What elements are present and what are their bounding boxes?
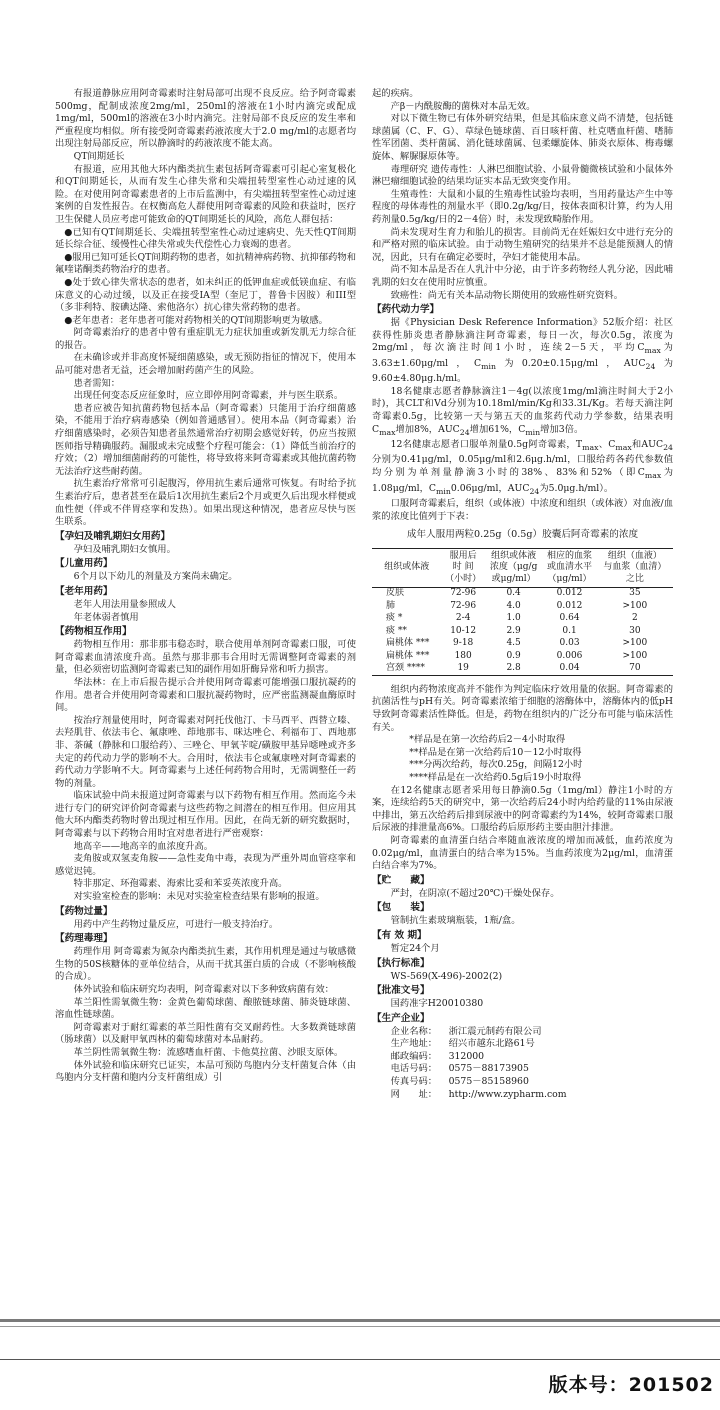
paragraph: 对以下微生物已有体外研究结果，但是其临床意义尚不清楚，包括链球菌属（C、F、G）、草绿色链球菌、百日咳杆菌、杜克嗜血杆菌、嗜肺性军团菌、类杆菌属、消化链球菌属、包柔螺旋体、肺炎衣原体、梅毒螺旋体、解脲脲原体等。 <box>372 113 673 162</box>
table-header-cell: 组织（血液） 与血浆（血清） 之比 <box>603 550 667 584</box>
section-heading-validity: 【有 效 期】 <box>372 929 427 941</box>
enterprise-value: 312000 <box>448 1050 485 1062</box>
paragraph: 用药中产生药物过量反应，可进行一般支持治疗。 <box>73 918 279 930</box>
table-cell: 皮肤 <box>386 588 405 599</box>
paragraph-pk3: 12名健康志愿者口服单剂量0.5g阿奇霉素，$T_{max}$、$C_{max}$和$AUC_{24}$分别为0.41μg/ml，0.05μg/ml和2.6μg.h/ml，口服给药各药代参数值均分别为单剂量静滴3小时的38%、83%和52%（即$C_{max}$为1.08μg/ml，$C_{min}0.06\mu g/ml$，$AUC_{24}$为5.0μg.h/ml）。 <box>372 439 673 496</box>
enterprise-row <box>372 1076 673 1089</box>
paragraph: 国药准字H20010380 <box>390 998 484 1010</box>
paragraph: 出现任何变态反应征象时，应立即停用阿奇霉素，并与医生联系。 <box>73 390 344 402</box>
table-cell: 9-18 <box>453 638 474 649</box>
table-cell: 0.006 <box>556 650 583 661</box>
table-cell: 72-96 <box>450 588 477 599</box>
table-cell: 宫颈 **** <box>386 662 425 673</box>
paragraph: 阿奇霉素治疗的患者中曾有重症肌无力症状加重或新发肌无力综合征的报告。 <box>55 327 356 351</box>
table-cell: 扁桃体 *** <box>386 650 430 661</box>
table-row <box>372 587 673 600</box>
table-row <box>372 662 673 675</box>
paragraph: 地高辛——地高辛的血浓度升高。 <box>73 840 214 852</box>
section-heading-interactions: 【药物相互作用】 <box>55 626 132 638</box>
enterprise-row <box>372 1063 673 1076</box>
table-cell: 痰 ** <box>386 625 407 636</box>
paragraph: 临床试验中尚未报道过阿奇霉素与以下药物有相互作用。然而迄今未进行专门的研究评价阿奇霉素与这些药物之间潜在的相互作用。但应用其他大环内酯类药物时曾出现过相互作用。因此，在尚无新的研究数据时，阿奇霉素与以下药物合用时宜对患者进行严密观察： <box>55 790 356 840</box>
table-cell: >100 <box>622 650 648 661</box>
section-heading-storage: 【贮 藏】 <box>372 874 430 886</box>
paragraph: 起的疾病。 <box>372 88 419 99</box>
section-heading-pharmacology: 【药理毒理】 <box>55 933 113 945</box>
paragraph: 毒理研究 遗传毒性：人淋巴细胞试验、小鼠骨髓微核试验和小鼠体外淋巴瘤细胞试验的结果均证实本品无致突变作用。 <box>372 163 673 188</box>
section-heading-approval: 【批准文号】 <box>372 985 430 997</box>
section-heading-elderly: 【老年用药】 <box>55 585 113 597</box>
table-cell: 0.1 <box>562 625 577 636</box>
subheading-qt: QT间期延长 <box>73 150 125 162</box>
table-cell: 0.04 <box>559 662 580 673</box>
enterprise-label: 生产地址： <box>390 1038 438 1050</box>
table-cell: 4.5 <box>506 638 521 649</box>
paragraph: 体外试验和临床研究均表明，阿奇霉素对以下多种致病菌有效： <box>73 984 334 995</box>
footer-divider <box>0 1359 720 1360</box>
table-cell: >100 <box>622 600 648 611</box>
paragraph: 管制抗生素玻璃瓶装，1瓶/盒。 <box>390 915 521 927</box>
paragraph: 药物相互作用：那非那韦稳态时，联合使用单剂阿奇霉素口服，可使阿奇霉素血清浓度升高。虽然与那非那韦合用时无需调整阿奇霉素的剂量，但必须密切监测阿奇霉素已知的副作用如肝酶异常和听力损害。 <box>55 639 356 676</box>
enterprise-label: 电话号码： <box>390 1063 438 1075</box>
package-insert <box>55 88 673 1310</box>
subheading-notice: 患者需知： <box>73 377 121 389</box>
paragraph: 产β－内酰胺酶的菌株对本品无效。 <box>390 100 536 112</box>
enterprise-label: 传真号码： <box>390 1076 438 1088</box>
table-cell: 19 <box>457 662 469 673</box>
table-cell: 2 <box>632 613 638 624</box>
table-cell: 2-4 <box>455 613 471 624</box>
table-cell: 1.0 <box>506 613 521 624</box>
paragraph-pk1: 据《Physician Desk Reference Information》52版介绍：社区获得性肺炎患者静脉滴注阿奇霉素，每日一次，每次0.5g，浓度为2mg/ml，每次滴注时间1小时，连续2－5天，平均$C_{max}$为3.63±1.60μg/ml，$C_{min}$为0.20±0.15μg/ml，$AUC_{24}$为9.60±4.80μg.h/ml。 <box>372 317 673 385</box>
table-cell: 0.012 <box>556 588 583 599</box>
footnote: ****样品是在一次给药0.5g后19小时取得 <box>409 771 582 783</box>
footnote: **样品是在第一次给药后10－12小时取得 <box>409 746 582 758</box>
right-column <box>372 88 673 1310</box>
table-cell: 0.012 <box>556 600 583 611</box>
paragraph: 在未确诊或并非高度怀疑细菌感染，或无预防指征的情况下，使用本品可能对患者无益，还会增加耐药菌产生的风险。 <box>55 352 356 377</box>
table-cell: 2.8 <box>506 662 521 673</box>
table-cell: 4.0 <box>506 600 521 611</box>
paragraph: 口服阿奇霉素后，组织（或体液）中浓度和组织（或体液）对血液/血浆的浓度比值列于下表： <box>372 497 673 522</box>
paragraph: 华法林：在上市后报告提示合并使用阿奇霉素可能增强口服抗凝药的作用。患者合并使用阿奇霉素和口服抗凝药物时，应严密监测凝血酶原时间。 <box>55 676 356 714</box>
table-row <box>372 600 673 612</box>
left-column <box>55 88 356 1310</box>
bullet-item: ●服用已知可延长QT间期药物的患者，如抗精神病药物、抗抑郁药物和氟喹诺酮类药物治疗的患者。 <box>55 251 356 276</box>
paragraph: 阿奇霉素对于耐红霉素的革兰阳性菌有交叉耐药性。大多数粪链球菌（肠球菌）以及耐甲氧西林的葡萄球菌对本品耐药。 <box>55 1021 356 1046</box>
enterprise-row <box>372 1089 673 1102</box>
paragraph: 有报道静脉应用阿奇霉素时注射局部可出现不良反应。给予阿奇霉素500mg，配制成浓度2mg/ml，250ml的溶液在1小时内滴完或配成1mg/ml，500ml的溶液在3小时内滴完。注射局部不良反应的发生率和严重程度均相似。所有接受阿奇霉素药液浓度大于2.0 mg/ml的志愿者均出现注射局部反应，所以静滴时的药液浓度不能太高。 <box>55 88 356 150</box>
table-cell: 10-12 <box>450 625 477 636</box>
table-row <box>372 625 673 637</box>
paragraph: 麦角胺或双氢麦角胺——急性麦角中毒，表现为严重外周血管痉挛和感觉迟钝。 <box>55 853 356 877</box>
enterprise-label: 邮政编码： <box>390 1050 438 1062</box>
table-cell: 35 <box>629 588 641 599</box>
tissue-concentration-table <box>372 548 673 676</box>
table-cell: 痰 * <box>386 613 403 624</box>
paragraph: 老年人用法用量参照成人 <box>73 598 176 610</box>
table-row <box>372 638 673 650</box>
table-cell: 180 <box>454 650 472 661</box>
enterprise-label: 网 址： <box>390 1088 438 1100</box>
table-cell: 肺 <box>386 600 396 611</box>
paragraph: 革兰阴性需氧微生物：流感嗜血杆菌、卡他莫拉菌、沙眼支原体。 <box>73 1046 344 1058</box>
enterprise-row <box>372 1051 673 1064</box>
paragraph: 体外试验和临床研究已证实，本品可预防鸟胞内分支杆菌复合体（由鸟胞内分支杆菌和胞内分支杆菌组成）引 <box>55 1059 356 1084</box>
enterprise-row <box>372 1026 673 1039</box>
table-cell: 30 <box>629 625 641 636</box>
table-header-cell: 组织或体液 浓度（μg/g 或μg/ml） <box>489 550 538 584</box>
table-cell: 扁桃体 *** <box>386 638 430 649</box>
table-row <box>372 613 673 625</box>
table-cell: 70 <box>629 662 641 673</box>
paragraph: 按治疗剂量使用时，阿奇霉素对阿托伐他汀、卡马西平、西替立嗪、去羟肌苷、依法韦仑、氟康唑、茚地那韦、咪达唑仑、利福布丁、西地那非、茶碱（静脉和口服给药）、三唑仑、甲氧苄啶/磺胺甲基异噁唑或齐多夫定的药代动力学的影响不大。合用时，依法韦仑或氟康唑对阿奇霉素的药代动力学影响不大。阿奇霉素与上述任何药物合用时，无需调整任一药物的剂量。 <box>55 714 356 789</box>
table-header-cell: 相应的血浆 或血清水平 （μg/ml） <box>547 550 593 584</box>
paragraph: 尚未发现对生育力和胎儿的损害。目前尚无在妊娠妇女中进行充分的和严格对照的临床试验。由于动物生殖研究的结果并不总是能预测人的情况，因此，只有在确定必要时，孕妇才能使用本品。 <box>372 226 673 263</box>
section-heading-standard: 【执行标准】 <box>372 957 430 969</box>
section-heading-pharmacokinetics: 【药代动力学】 <box>372 304 440 316</box>
footer-divider <box>0 1326 720 1327</box>
table-header-cell: 组织或体液 <box>384 562 430 573</box>
paragraph: 6个月以下幼儿的剂量及方案尚未确定。 <box>73 571 238 583</box>
paragraph: 药理作用 阿奇霉素为氮杂内酯类抗生素，其作用机理是通过与敏感微生物的50S核糖体的亚单位结合，从而干扰其蛋白质的合成（不影响核酸的合成）。 <box>55 946 356 983</box>
paragraph: 革兰阳性需氧微生物：金黄色葡萄球菌、酿脓链球菌、肺炎链球菌、溶血性链球菌。 <box>55 996 356 1021</box>
paragraph: 在12名健康志愿者采用每日静滴0.5g（1mg/ml）静注1小时的方案，连续给药5天的研究中，第一次给药后24小时内给药量的11%由尿液中排出，第五次给药后排到尿液中的阿奇霉素约为14%，较阿奇霉素口服后尿液的排泄量高6%。口服给药后原形药主要由胆汁排泄。 <box>372 784 673 834</box>
section-heading-package: 【包 装】 <box>372 902 430 914</box>
table-header-cell: 服用后 时 间 （小时） <box>445 550 482 584</box>
paragraph: 阿奇霉素的血清蛋白结合率随血液浓度的增加而减低，血药浓度为0.02μg/ml，血清蛋白的结合率为15%。当血药浓度为2μg/ml，血清蛋白结合率为7%。 <box>372 834 673 872</box>
footnote: ***分两次给药，每次0.25g，间隔12小时 <box>409 759 583 771</box>
footer-divider <box>0 1319 720 1322</box>
paragraph: 对实验室检查的影响：未见对实验室检查结果有影响的报道。 <box>73 891 325 903</box>
paragraph: 暂定24个月 <box>390 942 440 954</box>
table-cell: >100 <box>622 638 648 649</box>
paragraph: 特非那定、环孢霉素、海索比妥和苯妥英浓度升高。 <box>73 878 288 890</box>
enterprise-value: 0575－85158960 <box>448 1076 529 1088</box>
paragraph: 孕妇及哺乳期妇女慎用。 <box>73 543 176 555</box>
table-header-row <box>372 548 673 587</box>
paragraph: 患者应被告知抗菌药物包括本品（阿奇霉素）只能用于治疗细菌感染，不能用于治疗病毒感染（例如普通感冒）。使用本品（阿奇霉素）治疗细菌感染时，必须告知患者虽然通常治疗初期会感觉好转，仍应当按照医师指导精确服药。漏服或未完成整个疗程可能会：（1）降低当前治疗的疗效；（2）增加细菌耐药的可能性，将导致将来阿奇霉素或其他抗菌药物无法治疗这些耐药菌。 <box>55 402 356 477</box>
section-heading-overdose: 【药物过量】 <box>55 905 113 917</box>
version-number: 版本号：201502 <box>548 1374 714 1396</box>
paragraph-pk2: 18名健康志愿者静脉滴注1－4g(以浓度1mg/ml滴注时间大于2小时)，其CLT和Vd分别为10.18ml/min/Kg和33.3L/Kg。若每天滴注阿奇霉素0.5g，比较第一天与第五天的血浆药代动力学参数，结果表明$C_{max}$增加8%，$AUC_{24}$增加61%，$C_{min}$增加3倍。 <box>372 385 673 437</box>
table-cell: 0.64 <box>559 613 580 624</box>
enterprise-value[interactable]: http://www.zypharm.com <box>448 1088 567 1100</box>
bullet-item: ●已知有QT间期延长、尖端扭转型室性心动过速病史、先天性QT间期延长综合征、缓慢性心律失常或失代偿性心力衰竭的患者。 <box>55 226 356 251</box>
paragraph: 尚不知本品是否在人乳汁中分泌，由于许多药物经人乳分泌，因此哺乳期的妇女在使用时应慎重。 <box>372 264 673 288</box>
table-body <box>372 587 673 675</box>
enterprise-label: 企业名称： <box>390 1025 438 1037</box>
enterprise-row <box>372 1038 673 1051</box>
paragraph: 年老体弱者慎用 <box>73 611 139 623</box>
bullet-item: ●老年患者：老年患者可能对药物相关的QT间期影响更为敏感。 <box>64 314 328 326</box>
enterprise-value: 0575－88173905 <box>448 1063 529 1075</box>
paragraph: 生殖毒性：大鼠和小鼠的生殖毒性试验均表明，当用药量达产生中等程度的母体毒性的剂量水平（即0.2g/kg/日，按体表面积计算，约为人用药剂量0.5g/kg/日的2－4倍）时，未发现致畸胎作用。 <box>372 188 673 225</box>
enterprise-info <box>372 1026 673 1102</box>
section-heading-enterprise: 【生产企业】 <box>372 1012 430 1024</box>
paragraph: 组织内药物浓度高并不能作为判定临床疗效用量的依据。阿奇霉素的抗菌活性与pH有关。阿奇霉素浓缩于细胞的溶酶体中，溶酶体内的低pH导致阿奇霉素活性降低。但是，药物在组织内的广泛分布可能与临床活性有关。 <box>372 683 673 733</box>
section-heading-pregnancy: 【孕妇及哺乳期妇女用药】 <box>55 530 171 542</box>
table-cell: 0.4 <box>506 588 521 599</box>
paragraph: WS-569(X-496)-2002(2) <box>390 970 503 982</box>
paragraph: 致癌性：尚无有关本品动物长期使用的致癌性研究资料。 <box>390 289 624 301</box>
enterprise-value: 浙江震元制药有限公司 <box>448 1025 542 1037</box>
table-row <box>372 650 673 662</box>
table-cell: 0.9 <box>506 650 521 661</box>
enterprise-value: 绍兴市越东北路61号 <box>448 1038 535 1050</box>
paragraph: 严封，在阴凉(不超过20℃)干燥处保存。 <box>390 887 560 899</box>
bullet-item: ●处于致心律失常状态的患者，如未纠正的低钾血症或低镁血症、有临床意义的心动过缓，以及正在接受IA型（奎尼丁，普鲁卡因胺）和III型（多非利特、胺碘达隆、索他洛尔）抗心律失常药物的患者。 <box>55 276 356 314</box>
footnote: *样品是在第一次给药后2－4小时取得 <box>409 734 566 746</box>
table-cell: 0.03 <box>559 638 580 649</box>
table-title: 成年人服用两粒0.25g（0.5g）胶囊后阿奇霉素的浓度 <box>406 529 639 541</box>
table-cell: 72-96 <box>450 600 477 611</box>
paragraph: 有报道，应用其他大环内酯类抗生素包括阿奇霉素可引起心室复极化和QT间期延长，从而有发生心律失常和尖端扭转型室性心动过速的风险。在对使用阿奇霉素患者的上市后监测中，有尖端扭转型室性心动过速案例的自发性报告。在权衡高危人群使用阿奇霉素的风险和获益时，医疗卫生保健人员应考虑可能致命的QT间期延长的风险，高危人群包括： <box>55 163 356 225</box>
paragraph: 抗生素治疗常常可引起腹泻，停用抗生素后通常可恢复。有时给予抗生素治疗后，患者甚至在最后1次用抗生素后2个月或更久后出现水样便或血性便（伴或不伴胃痉挛和发热）。如果出现这种情况，患者应尽快与医生联系。 <box>55 478 356 528</box>
table-cell: 2.9 <box>506 625 521 636</box>
section-heading-children: 【儿童用药】 <box>55 558 113 570</box>
